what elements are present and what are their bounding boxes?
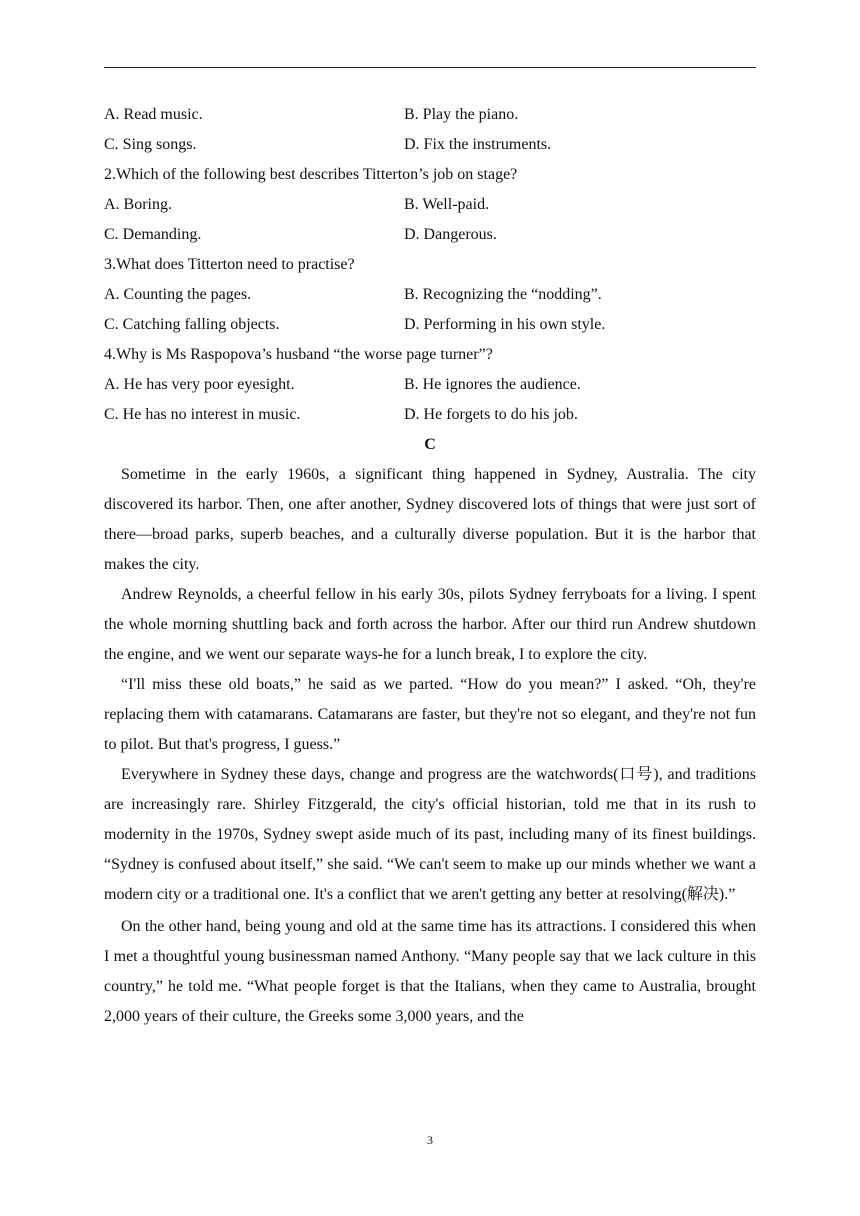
question-2-options-row-1 <box>104 190 756 220</box>
question-2-option-a: A. Boring. <box>104 196 172 213</box>
question-4-stem: 4.Why is Ms Raspopova’s husband “the worse page turner”? <box>104 346 493 363</box>
question-3-options-row-2 <box>104 310 756 340</box>
passage-paragraph-2: Andrew Reynolds, a cheerful fellow in his early 30s, pilots Sydney ferryboats for a living. I spent the whole morning shuttling back and forth across the harbor. After our third run Andrew shutdown the engine, and we went our separate ways-he for a lunch break, I to explore the city. <box>104 586 756 663</box>
question-3-option-c: C. Catching falling objects. <box>104 316 280 333</box>
question-1-options-row-2 <box>104 130 756 160</box>
question-3-stem: 3.What does Titterton need to practise? <box>104 256 355 273</box>
question-3-option-a: A. Counting the pages. <box>104 286 252 303</box>
passage-paragraph-5: On the other hand, being young and old at the same time has its attractions. I considered this when I met a thoughtful young businessman named Anthony. “Many people say that we lack culture in this country,” he told me. “What people forget is that the Italians, when they came to Australia, brought 2,000 years of their culture, the Greeks some 3,000 years, and the <box>104 918 756 1025</box>
question-2-option-b: B. Well-paid. <box>404 196 490 213</box>
question-4-options-row-2 <box>104 400 756 430</box>
question-4-option-c: C. He has no interest in music. <box>104 406 301 423</box>
question-1-option-b: B. Play the piano. <box>404 106 519 123</box>
question-2-option-c: C. Demanding. <box>104 226 202 243</box>
question-1-options-row-1 <box>104 100 756 130</box>
passage-paragraph-4: Everywhere in Sydney these days, change and progress are the watchwords(口号), and traditions are increasingly rare. Shirley Fitzgerald, the city's official historian, told me that in its rush to modernity in the 1970s, Sydney swept aside much of its past, including many of its finest buildings. “Sydney is confused about itself,” she said. “We can't seem to make up our minds whether we want a modern city or a traditional one. It's a conflict that we aren't getting any better at resolving(解决).” <box>104 766 756 903</box>
question-1-option-c: C. Sing songs. <box>104 136 197 153</box>
section-title: C <box>424 436 436 453</box>
question-1-option-a: A. Read music. <box>104 106 203 123</box>
question-2-option-d: D. Dangerous. <box>404 226 497 243</box>
question-3-option-d: D. Performing in his own style. <box>404 316 606 333</box>
question-4-option-a: A. He has very poor eyesight. <box>104 376 295 393</box>
question-4-option-b: B. He ignores the audience. <box>404 376 581 393</box>
header-rule <box>104 67 756 68</box>
question-3-options-row-1 <box>104 280 756 310</box>
question-1-option-d: D. Fix the instruments. <box>404 136 552 153</box>
passage-paragraph-1: Sometime in the early 1960s, a significant thing happened in Sydney, Australia. The city discovered its harbor. Then, one after another, Sydney discovered lots of things that were just sort of there—broad parks, superb beaches, and a culturally diverse population. But it is the harbor that makes the city. <box>104 466 756 573</box>
question-2-stem: 2.Which of the following best describes Titterton’s job on stage? <box>104 166 518 183</box>
page-number: 3 <box>427 1133 433 1147</box>
question-3-option-b: B. Recognizing the “nodding”. <box>404 286 602 303</box>
passage-paragraph-3: “I'll miss these old boats,” he said as we parted. “How do you mean?” I asked. “Oh, they're replacing them with catamarans. Catamarans are faster, but they're not so elegant, and they're not fun to pilot. But that's progress, I guess.” <box>104 676 756 753</box>
question-4-option-d: D. He forgets to do his job. <box>404 406 578 423</box>
question-2-options-row-2 <box>104 220 756 250</box>
page-content <box>104 100 756 1032</box>
question-4-options-row-1 <box>104 370 756 400</box>
